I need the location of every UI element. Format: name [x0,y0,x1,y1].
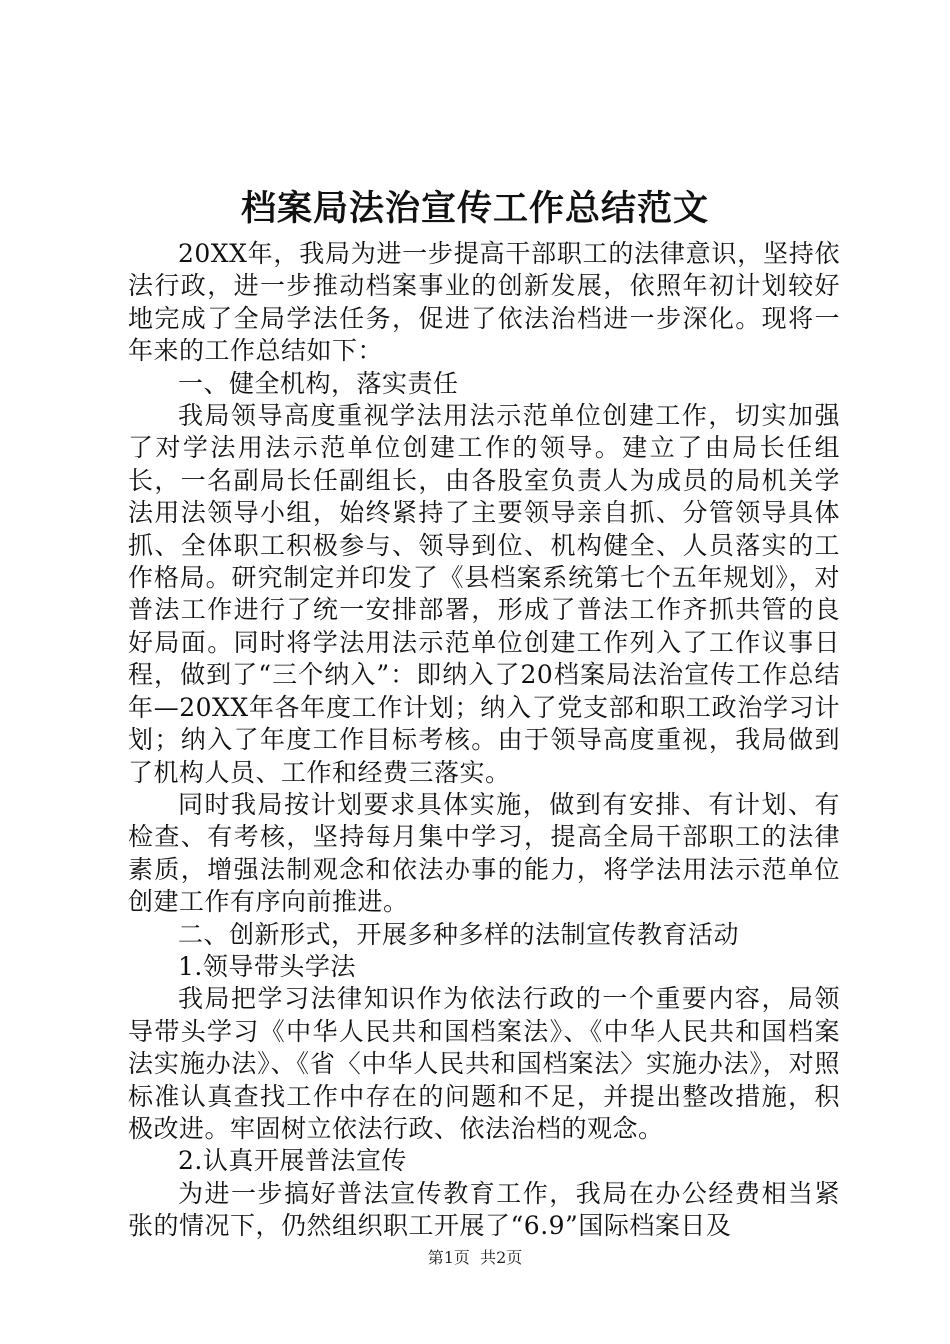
page-footer [0,1247,950,1269]
document-title: 档案局法治宣传工作总结范文 [240,188,709,229]
subsection-heading-2: 2.认真开展普法宣传 [178,1146,407,1176]
section-heading-2: 二、创新形式，开展多种多样的法制宣传教育活动 [178,919,740,949]
page-number: 第1页 共2页 [427,1248,523,1267]
section-heading-1: 一、健全机构，落实责任 [178,368,459,398]
paragraph-intro: 20XX年，我局为进一步提高干部职工的法律意识，坚持依法行政，进一步推动档案事业的创新发展，依照年初计划较好地完成了全局学法任务，促进了依法治档进一步深化。现将一年来的工作总结如下： [128,239,840,366]
document-body [128,238,840,1243]
paragraph-publicity: 为进一步搞好普法宣传教育工作，我局在办公经费相当紧张的情况下，仍然组织职工开展了“6.9”国际档案日及 [128,1178,840,1241]
paragraph-leadership-study: 我局把学习法律知识作为依法行政的一个重要内容，局领导带头学习《中华人民共和国档案法》、《中华人民共和国档案法实施办法》、《省〈中华人民共和国档案法〉实施办法》，对照标准认真查找工作中存在的问题和不足，并提出整改措施，积极改进。牢固树立依法行政、依法治档的观念。 [128,984,840,1143]
subsection-heading-1: 1.领导带头学法 [178,951,356,981]
paragraph-implementation: 同时我局按计划要求具体实施，做到有安排、有计划、有检查、有考核，坚持每月集中学习，提高全局干部职工的法律素质，增强法制观念和依法办事的能力，将学法用法示范单位创建工作有序向前推进。 [128,789,840,917]
paragraph-organization: 我局领导高度重视学法用法示范单位创建工作，切实加强了对学法用法示范单位创建工作的领导。建立了由局长任组长，一名副局长任副组长，由各股室负责人为成员的局机关学法用法领导小组，始终紧持了主要领导亲自抓、分管领导具体抓、全体职工积极参与、领导到位、机构健全、人员落实的工作格局。研究制定并印发了《县档案系统第七个五年规划》，对普法工作进行了统一安排部署，形成了普法工作齐抓共管的良好局面。同时将学法用法示范单位创建工作列入了工作议事日程，做到了“三个纳入”：即纳入了20档案局法治宣传工作总结年—20XX年各年度工作计划；纳入了党支部和职工政治学习计划；纳入了年度工作目标考核。由于领导高度重视，我局做到了机构人员、工作和经费三落实。 [128,401,840,787]
